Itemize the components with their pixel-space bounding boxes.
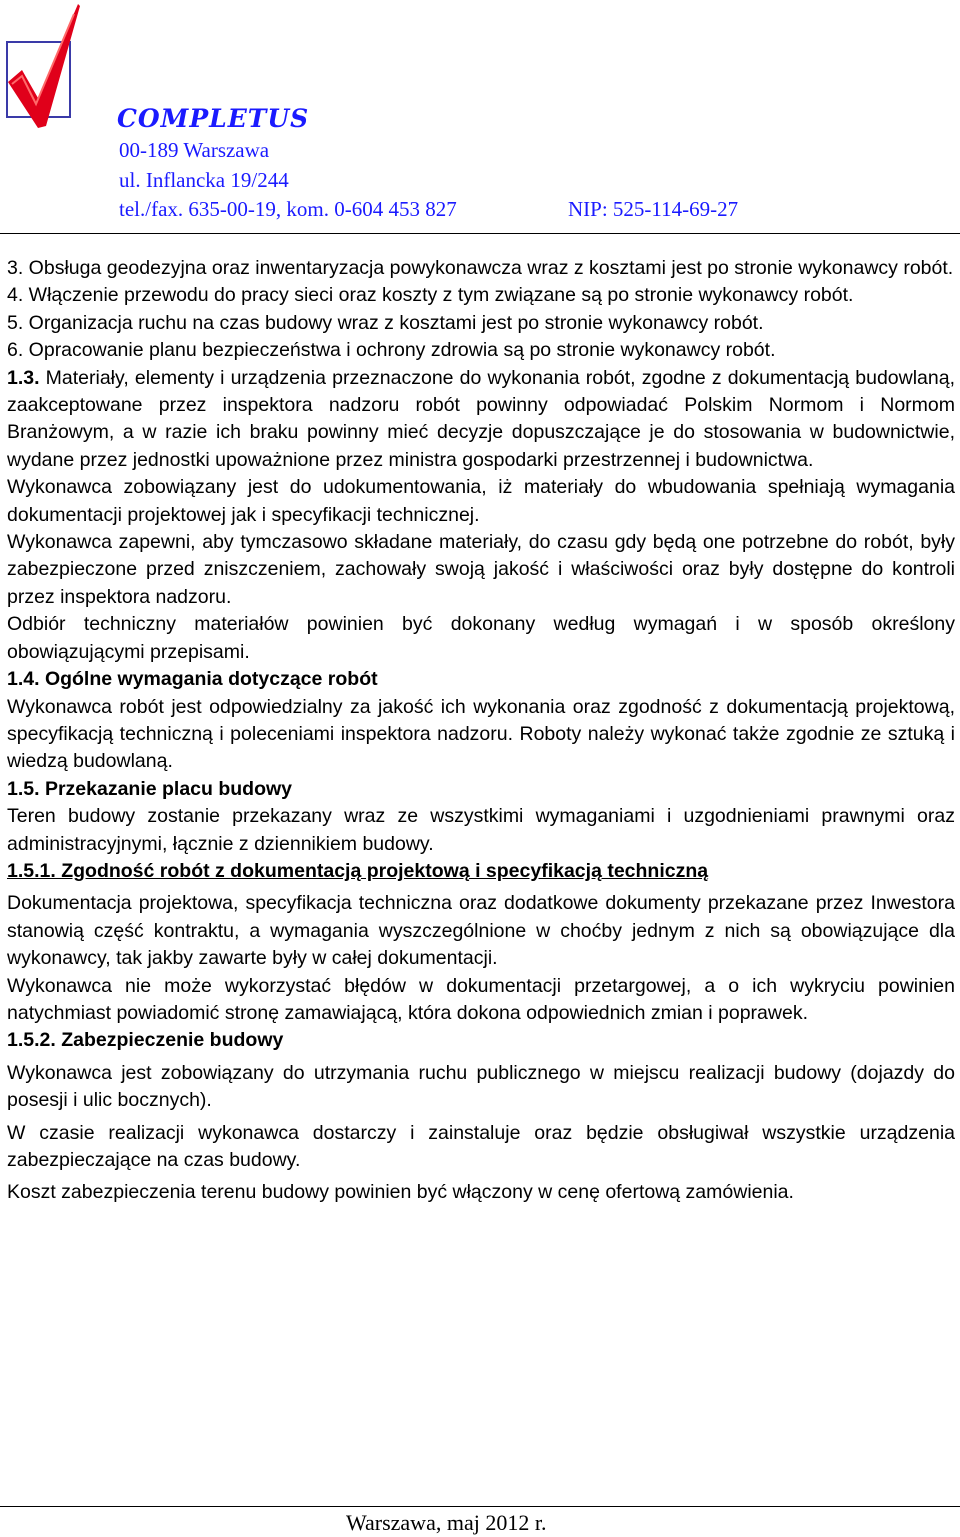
- section-1-5-2-heading: [7, 1027, 955, 1054]
- address-city: 00-189 Warszawa: [119, 138, 270, 162]
- section-1-3-paragraph-4: Odbiór techniczny materiałów powinien być dokonany według wymagań i w sposób określony obowiązującymi przepisami.: [7, 613, 955, 663]
- footer-divider: [0, 1506, 960, 1507]
- section-1-5-1-heading: [7, 858, 955, 885]
- company-name: COMPLETUS: [117, 104, 310, 133]
- paragraph-4: 4. Włączenie przewodu do pracy sieci oraz koszty z tym związane są po stronie wykonawcy robót.: [7, 284, 854, 307]
- section-1-5-1-title: 1.5.1. Zgodność robót z dokumentacją projektową i specyfikacją techniczną: [7, 859, 709, 882]
- section-1-4-paragraph: Wykonawca robót jest odpowiedzialny za jakość ich wykonania oraz zgodność z dokumentacją projektową, specyfikacją techniczną i poleceniami inspektora nadzoru. Roboty należy wykonać także zgodnie ze sztuką i wiedzą budowlaną.: [7, 695, 955, 773]
- tax-id: NIP: 525-114-69-27: [568, 197, 739, 221]
- checkmark-logo-icon: [2, 0, 84, 132]
- section-1-3-paragraph-3: Wykonawca zapewni, aby tymczasowo składane materiały, do czasu gdy będą one potrzebne do robót, były zabezpieczone przed zniszczeniem, zachowały swoją jakość i właściwości oraz były dostępne do kontroli przez inspektora nadzoru.: [7, 531, 955, 608]
- section-1-4-heading: [7, 666, 955, 693]
- section-1-5-paragraph: Teren budowy zostanie przekazany wraz ze wszystkimi wymaganiami i uzgodnieniami prawnymi oraz administracyjnymi, łącznie z dziennikiem budowy.: [7, 805, 955, 855]
- section-1-3-number: 1.3.: [7, 366, 40, 389]
- section-1-5-2-paragraph: Wykonawca jest zobowiązany do utrzymania ruchu publicznego w miejscu realizacji budowy (dojazdy do posesji i ulic bocznych).: [7, 1061, 955, 1112]
- section-1-5-2-paragraph-3: Koszt zabezpieczenia terenu budowy powinien być włączony w cenę ofertową zamówienia.: [7, 1181, 794, 1204]
- section-1-5-1-paragraph: Dokumentacja projektowa, specyfikacja techniczna oraz dodatkowe dokumenty przekazane przez Inwestora stanowią część kontraktu, a wymagania wyszczególnione w choćby jednym z nich są obowiązujące dla wykonawcy, tak jakby zawarte były w całej dokumentacji.: [7, 892, 955, 970]
- section-1-3-paragraph: [7, 365, 955, 475]
- section-1-5-heading: [7, 776, 955, 803]
- document-body: [7, 255, 955, 1207]
- paragraph-6: 6. Opracowanie planu bezpieczeństwa i ochrony zdrowia są po stronie wykonawcy robót.: [7, 339, 776, 362]
- section-1-5-2-title: 1.5.2. Zabezpieczenie budowy: [7, 1029, 284, 1052]
- address-street: ul. Inflancka 19/244: [119, 168, 289, 192]
- section-1-5-title: 1.5. Przekazanie placu budowy: [7, 777, 293, 800]
- section-1-3-text: Materiały, elementy i urządzenia przeznaczone do wykonania robót, zgodne z dokumentacją budowlaną, zaakceptowane przez inspektora nadzoru robót powinny odpowiadać Polskim Normom i Normom Branżowym, a w razie ich braku powinny mieć decyzje dopuszczające je do stosowania w budownictwie, wydane przez jednostki upoważnione przez ministra gospodarki przestrzennej i budownictwa.: [7, 366, 955, 471]
- paragraph-3: 3. Obsługa geodezyjna oraz inwentaryzacja powykonawcza wraz z kosztami jest po stronie wykonawcy robót.: [7, 257, 954, 279]
- footer-date: Warszawa, maj 2012 r.: [346, 1510, 547, 1535]
- section-1-4-title: 1.4. Ogólne wymagania dotyczące robót: [7, 668, 378, 691]
- section-1-5-2-paragraph-2: W czasie realizacji wykonawca dostarczy i zainstaluje oraz będzie obsługiwał wszystkie urządzenia zabezpieczające na czas budowy.: [7, 1121, 955, 1171]
- section-1-3-paragraph-2: Wykonawca zobowiązany jest do udokumentowania, iż materiały do wbudowania spełniają wymagania dokumentacji projektowej jak i specyfikacji technicznej.: [7, 476, 955, 526]
- header-divider: [0, 233, 960, 234]
- contact-phone: tel./fax. 635-00-19, kom. 0-604 453 827: [119, 197, 457, 221]
- paragraph-5: 5. Organizacja ruchu na czas budowy wraz z kosztami jest po stronie wykonawcy robót.: [7, 311, 764, 334]
- section-1-5-1-paragraph-2: Wykonawca nie może wykorzystać błędów w dokumentacji przetargowej, a o ich wykryciu powinien natychmiast powiadomić stronę zamawiającą, która dokona odpowiednich zmian i poprawek.: [7, 974, 955, 1024]
